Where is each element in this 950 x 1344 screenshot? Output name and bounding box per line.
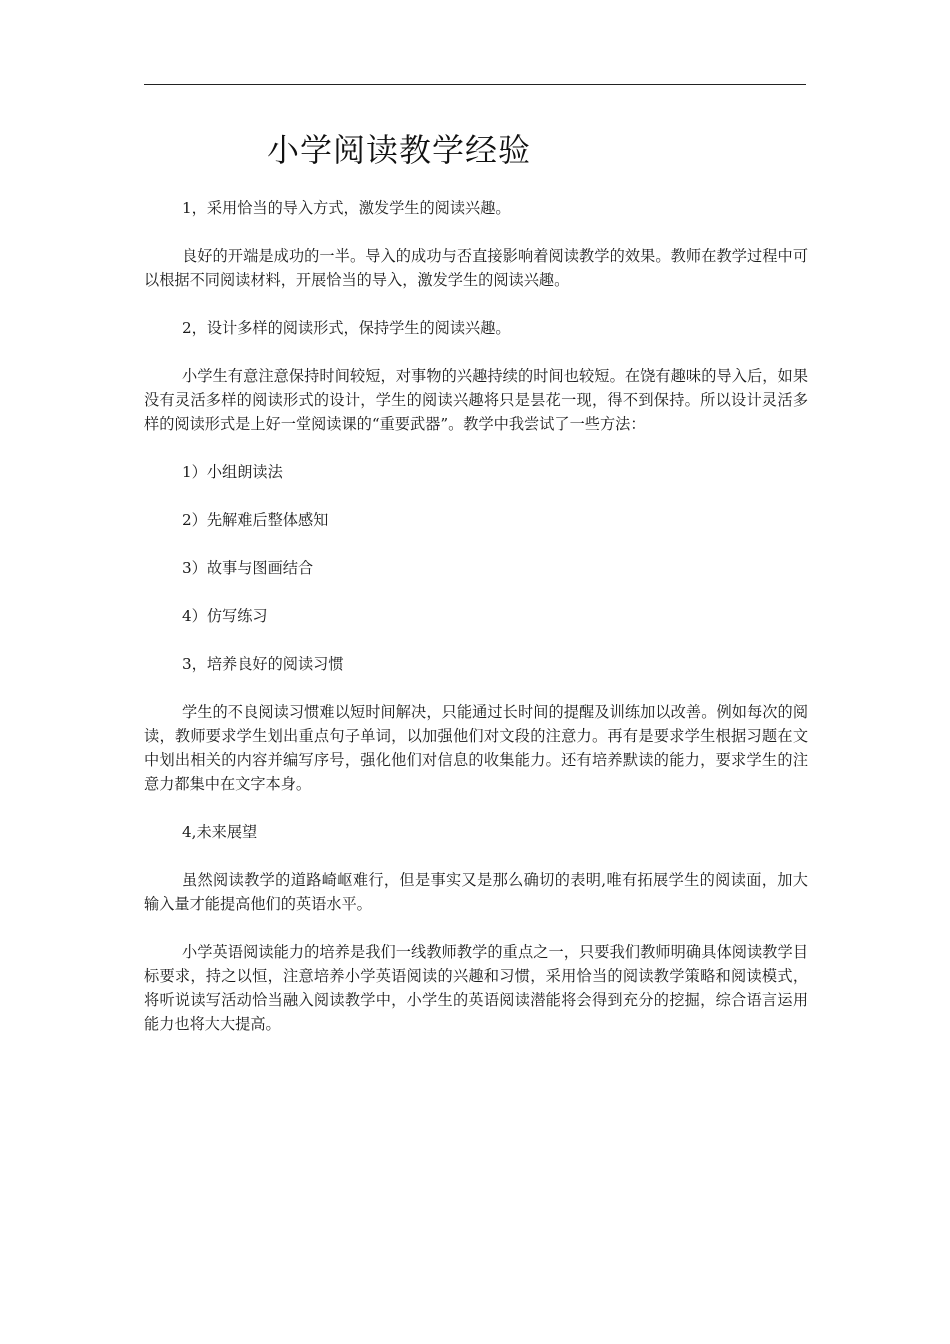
list-item-3: 3）故事与图画结合 (182, 559, 314, 577)
paragraph-1: 良好的开端是成功的一半。导入的成功与否直接影响着阅读教学的效果。教师在教学过程中可以根据不同阅读材料，开展恰当的导入，激发学生的阅读兴趣。 (144, 247, 808, 289)
document-title: 小学阅读教学经验 (267, 131, 532, 169)
list-item-4: 4）仿写练习 (182, 607, 268, 625)
paragraph-3: 学生的不良阅读习惯难以短时间解决，只能通过长时间的提醒及训练加以改善。例如每次的阅读，教师要求学生划出重点句子单词，以加强他们对文段的注意力。再有是要求学生根据习题在文中划出相关的内容并编写序号，强化他们对信息的收集能力。还有培养默读的能力，要求学生的注意力都集中在文字本身。 (144, 703, 808, 793)
paragraph-4: 虽然阅读教学的道路崎岖难行，但是事实又是那么确切的表明,唯有拓展学生的阅读面，加大输入量才能提高他们的英语水平。 (144, 871, 808, 913)
list-item-2: 2）先解难后整体感知 (182, 511, 329, 529)
paragraph-2: 小学生有意注意保持时间较短，对事物的兴趣持续的时间也较短。在饶有趣味的导入后，如果没有灵活多样的阅读形式的设计，学生的阅读兴趣将只是昙花一现，得不到保持。所以设计灵活多样的阅读形式是上好一堂阅读课的“重要武器”。教学中我尝试了一些方法： (144, 367, 808, 433)
section-heading-1: 1，采用恰当的导入方式，激发学生的阅读兴趣。 (182, 199, 511, 217)
document-body (144, 196, 808, 1060)
list-item-1: 1）小组朗读法 (182, 463, 283, 481)
section-heading-3: 3，培养良好的阅读习惯 (182, 655, 344, 673)
header-rule (144, 84, 806, 85)
section-heading-2: 2，设计多样的阅读形式，保持学生的阅读兴趣。 (182, 319, 511, 337)
paragraph-5: 小学英语阅读能力的培养是我们一线教师教学的重点之一，只要我们教师明确具体阅读教学目标要求，持之以恒，注意培养小学英语阅读的兴趣和习惯，采用恰当的阅读教学策略和阅读模式，将听说读写活动恰当融入阅读教学中，小学生的英语阅读潜能将会得到充分的挖掘，综合语言运用能力也将大大提高。 (144, 943, 808, 1033)
section-heading-4: 4,未来展望 (182, 823, 258, 841)
